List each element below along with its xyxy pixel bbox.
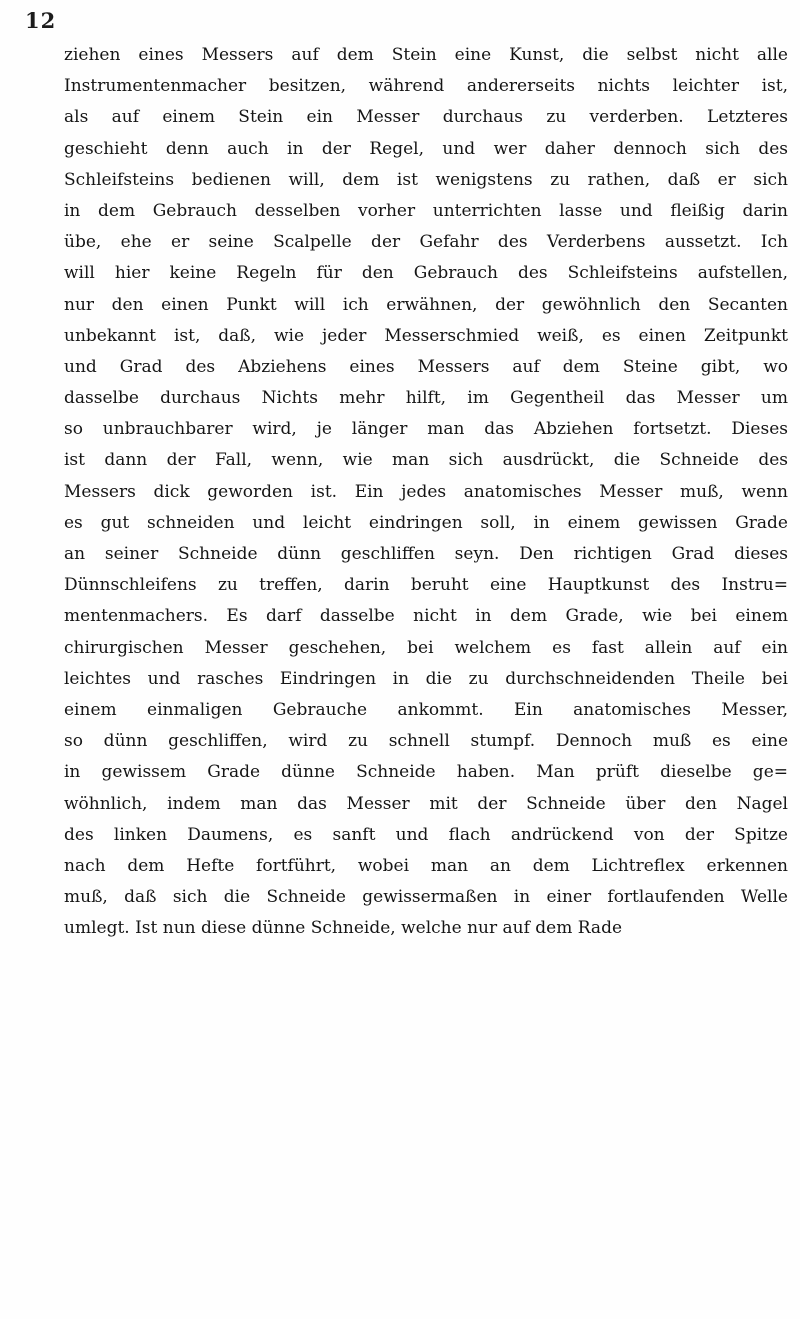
text-line: unbekannt ist, daß, wie jeder Messerschmied weiß, es einen Zeitpunkt xyxy=(64,325,788,346)
text-line: Dünnschleifens zu treffen, darin beruht eine Hauptkunst des Instru= xyxy=(64,575,788,596)
text-line: dasselbe durchaus Nichts mehr hilft, im Gegentheil das Messer um xyxy=(64,388,788,409)
text-line: mentenmachers. Es darf dasselbe nicht in dem Grade, wie bei einem xyxy=(64,606,788,627)
text-line: ist dann der Fall, wenn, wie man sich ausdrückt, die Schneide des xyxy=(64,450,788,471)
text-line: als auf einem Stein ein Messer durchaus zu verderben. Letzteres xyxy=(64,107,788,128)
text-line: und Grad des Abziehens eines Messers auf dem Steine gibt, wo xyxy=(64,356,788,377)
text-line: muß, daß sich die Schneide gewissermaßen in einer fortlaufenden Welle xyxy=(64,887,788,908)
text-line: in gewissem Grade dünne Schneide haben. Man prüft dieselbe ge= xyxy=(64,762,788,783)
page-number: 12 xyxy=(25,8,57,33)
text-line: an seiner Schneide dünn geschliffen seyn. Den richtigen Grad dieses xyxy=(64,544,788,564)
text-line: geschieht denn auch in der Regel, und wer daher dennoch sich des xyxy=(64,138,788,159)
text-line: will hier keine Regeln für den Gebrauch des Schleifsteins aufstellen, xyxy=(64,263,788,284)
text-line: Instrumentenmacher besitzen, während andererseits nichts leichter ist, xyxy=(64,76,788,97)
text-line: es gut schneiden und leicht eindringen soll, in einem gewissen Grade xyxy=(64,512,788,533)
text-line: Messers dick geworden ist. Ein jedes anatomisches Messer muß, wenn xyxy=(64,481,788,502)
text-line: leichtes und rasches Eindringen in die zu durchschneidenden Theile bei xyxy=(64,668,788,689)
text-line: des linken Daumens, es sanft und flach andrückend von der Spitze xyxy=(64,824,788,845)
text-line: so unbrauchbarer wird, je länger man das Abziehen fortsetzt. Dieses xyxy=(64,419,788,440)
text-line: nach dem Hefte fortführt, wobei man an dem Lichtreflex erkennen xyxy=(64,855,788,876)
text-line: einem einmaligen Gebrauche ankommt. Ein anatomisches Messer, xyxy=(64,699,788,720)
text-line: so dünn geschliffen, wird zu schnell stumpf. Dennoch muß es eine xyxy=(64,731,788,752)
text-line: chirurgischen Messer geschehen, bei welchem es fast allein auf ein xyxy=(64,637,788,658)
text-line: wöhnlich, indem man das Messer mit der Schneide über den Nagel xyxy=(64,793,788,814)
body-text xyxy=(64,40,788,944)
text-line: ziehen eines Messers auf dem Stein eine Kunst, die selbst nicht alle xyxy=(64,45,788,65)
text-line: Schleifsteins bedienen will, dem ist wenigstens zu rathen, daß er sich xyxy=(64,169,788,190)
text-line: umlegt. Ist nun diese dünne Schneide, welche nur auf dem Rade xyxy=(64,918,623,939)
text-line: nur den einen Punkt will ich erwähnen, der gewöhnlich den Secanten xyxy=(64,294,788,315)
text-line: in dem Gebrauch desselben vorher unterrichten lasse und fleißig darin xyxy=(64,200,788,221)
text-line: übe, ehe er seine Scalpelle der Gefahr des Verderbens aussetzt. Ich xyxy=(64,232,788,253)
